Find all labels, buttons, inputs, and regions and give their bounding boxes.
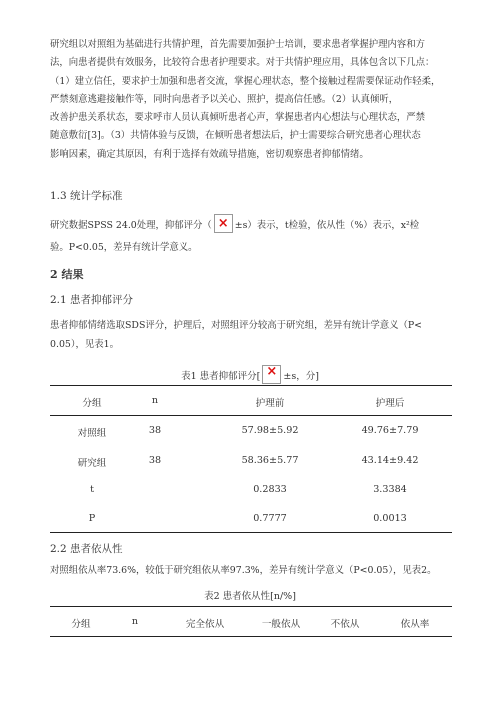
- text-line: 影响因素，确定其原因，有利于选择有效疏导措施，密切观察患者抑郁情绪。: [50, 148, 369, 160]
- table1-cell: t: [90, 484, 94, 495]
- text-line: 严禁刻意逃避接触作等，同时向患者予以关心、照护，提高信任感。（2）认真倾听，: [50, 93, 399, 105]
- table1-bottom-rule: [50, 532, 452, 533]
- table2-caption: 表2 患者依从性[n/%]: [204, 591, 296, 602]
- table1-cell: 57.98±5.92: [241, 425, 299, 436]
- table1-cell: 0.0013: [373, 513, 407, 524]
- section-heading-1-3: 1.3 统计学标准: [50, 190, 123, 202]
- text-fragment: ±s）表示，t检验，依从性（%）表示，x²检: [234, 220, 420, 231]
- table1-cell: P: [88, 513, 96, 524]
- broken-image-icon: [262, 365, 281, 384]
- table2-header-rate: 依从率: [400, 619, 430, 630]
- table2-header-non: 不依从: [330, 619, 360, 630]
- text-line: （1）建立信任，要求护士加强和患者交流，掌握心理状态，整个接触过程需要保证动作轻柔，: [50, 75, 441, 87]
- table2-header-full: 完全依从: [185, 619, 225, 630]
- text-line: 患者抑郁情绪选取SDS评分，护理后，对照组评分较高于研究组，差异有统计学意义（P<: [50, 320, 423, 331]
- table1-cell: 58.36±5.77: [241, 455, 299, 466]
- table1-top-rule: [50, 385, 452, 386]
- table2-header-general: 一般依从: [261, 619, 301, 630]
- text-line: 对照组依从率73.6%，较低于研究组依从率97.3%，差异有统计学意义（P<0.05），见表2。: [50, 565, 437, 576]
- table1-cell: 38: [148, 455, 162, 466]
- text-line: 法，向患者提供有效服务，比较符合患者护理要求。对于共情护理应用，具体包含以下几点：: [50, 57, 435, 69]
- table1-cell: 研究组: [77, 458, 107, 469]
- text-line: 0.05），见表1。: [50, 339, 120, 350]
- table1-header-n: n: [151, 395, 159, 406]
- table1-header-rule: [50, 415, 452, 416]
- paragraph-sds-score: [50, 316, 452, 354]
- text-line: 验。P<0.05，差异有统计学意义。: [50, 242, 198, 253]
- text-line: [50, 214, 452, 237]
- paragraph-compliance: [50, 562, 452, 580]
- table2-top-rule: [50, 606, 452, 607]
- table1-header-group: 分组: [82, 398, 102, 409]
- text-line: 随意敷衍[3]。（3）共情体验与反馈，在倾听患者想法后，护士需要综合研究患者心理状态: [50, 130, 421, 142]
- caption-fragment: ±s，分]: [283, 371, 319, 382]
- table1-cell: 0.7777: [253, 513, 287, 524]
- paragraph-empathy-nursing: [50, 36, 452, 164]
- table1-cell: 43.14±9.42: [361, 455, 419, 466]
- text-fragment: 研究数据SPSS 24.0处理，抑郁评分（: [50, 220, 212, 231]
- table1-cell: 3.3384: [373, 484, 407, 495]
- caption-fragment: 表1 患者抑郁评分[: [181, 371, 261, 382]
- section-heading-2-1: 2.1 患者抑郁评分: [50, 294, 134, 306]
- text-line: 改善护患关系状态，要求呼市人员认真倾听患者心声，掌握患者内心想法与心理状态，严禁: [50, 112, 426, 124]
- table1-cell: 0.2833: [253, 484, 287, 495]
- section-heading-2-2: 2.2 患者依从性: [50, 543, 123, 555]
- table1-cell: 49.76±7.79: [361, 425, 419, 436]
- table2-header-rule: [50, 636, 452, 637]
- section-heading-2: 2 结果: [50, 268, 84, 281]
- table1-header-before: 护理前: [255, 398, 285, 409]
- text-line: 研究组以对照组为基础进行共情护理，首先需要加强护士培训，要求患者掌握护理内容和方: [50, 39, 426, 50]
- broken-image-icon: [214, 214, 233, 233]
- table2-header-n: n: [131, 616, 139, 627]
- table1-cell: 38: [148, 425, 162, 436]
- table1-header-after: 护理后: [375, 398, 405, 409]
- table2-header-group: 分组: [71, 619, 91, 630]
- table1-cell: 对照组: [77, 428, 107, 439]
- paragraph-statistics: [50, 214, 452, 259]
- table1-caption: [0, 365, 500, 384]
